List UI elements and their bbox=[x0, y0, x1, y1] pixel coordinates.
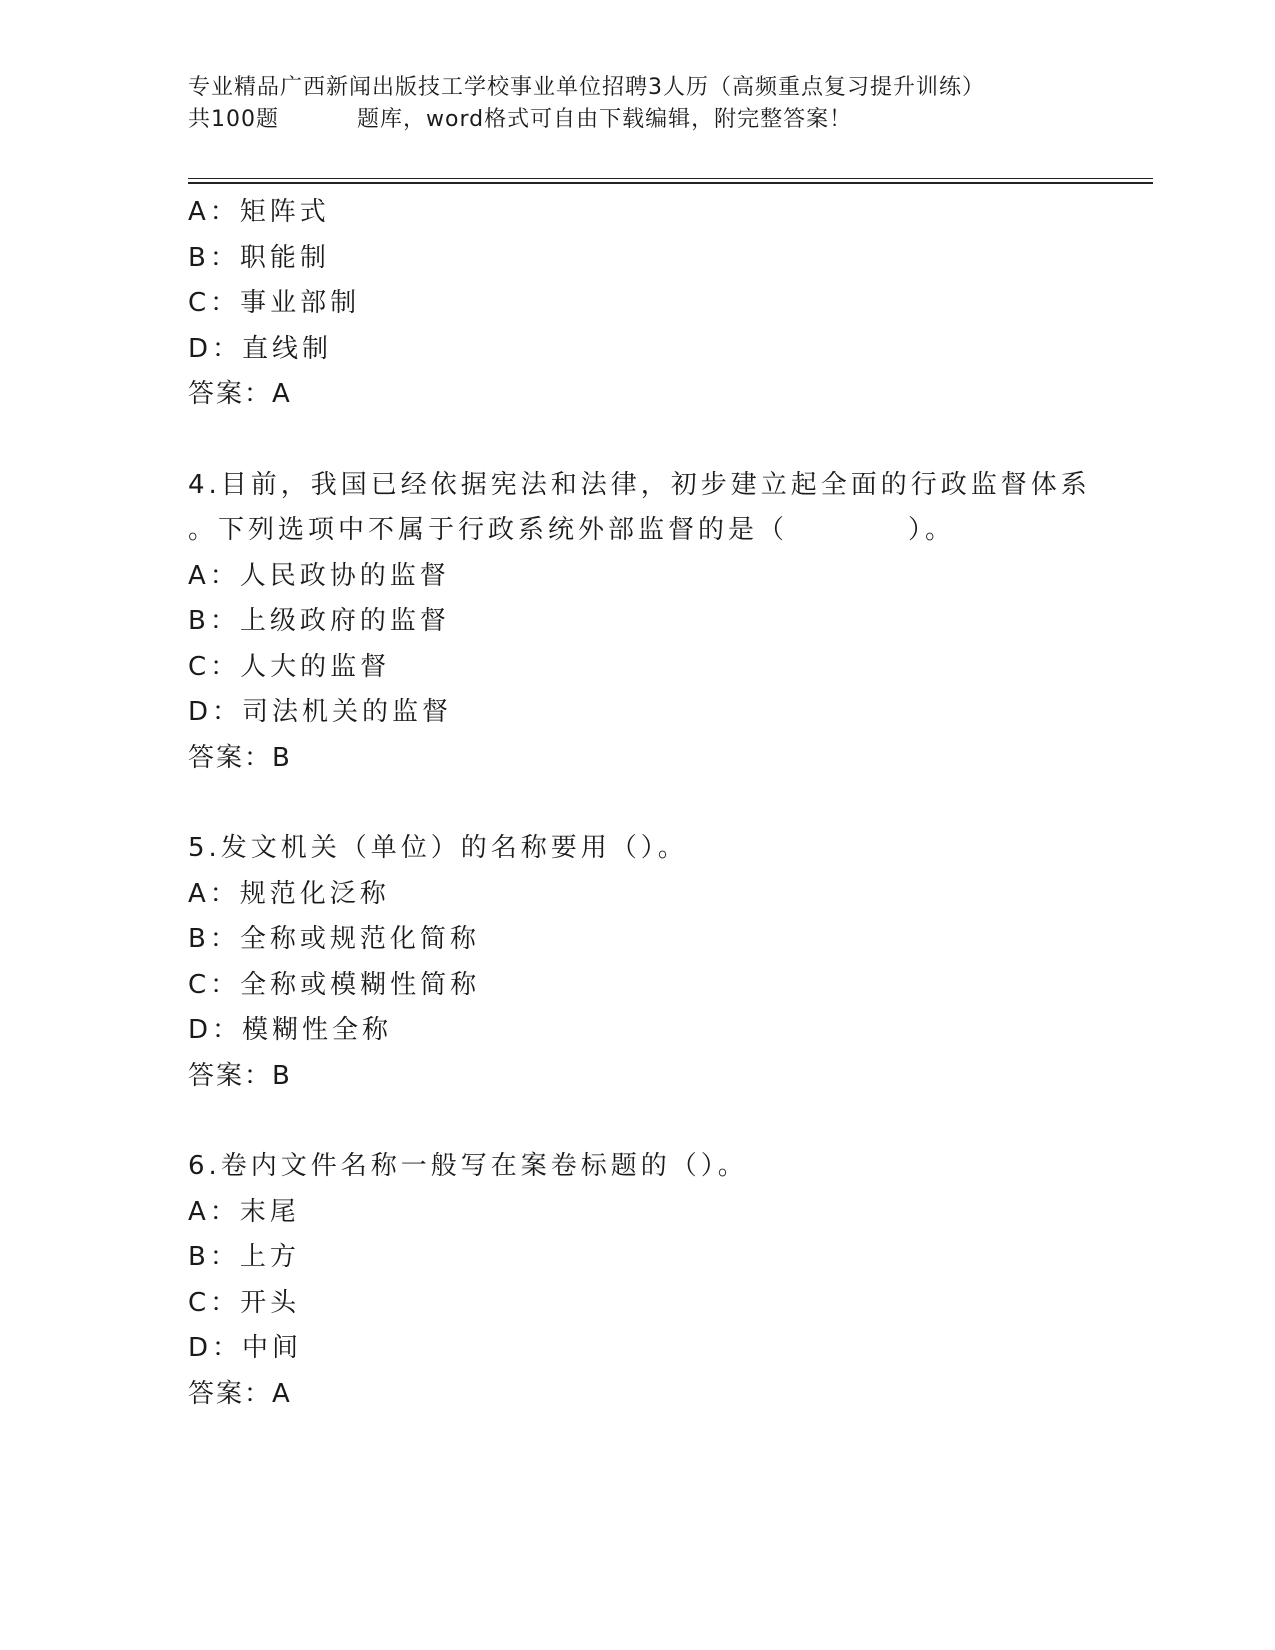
option-a: A：规范化泛称 bbox=[188, 878, 390, 909]
question-6 bbox=[188, 1144, 1153, 1417]
question-stem-continued: 。下列选项中不属于行政系统外部监督的是（ ）。 bbox=[188, 515, 956, 545]
question-stem: 6.卷内文件名称一般写在案卷标题的（）。 bbox=[188, 1151, 748, 1181]
answer: 答案：B bbox=[188, 742, 292, 773]
answer: 答案：A bbox=[188, 379, 292, 409]
answer: 答案：A bbox=[188, 1378, 292, 1409]
header-description: 题库，word格式可自由下载编辑，附完整答案！ bbox=[357, 107, 853, 132]
option-b: B：全称或规范化简称 bbox=[188, 924, 480, 954]
question-5 bbox=[188, 826, 1153, 1099]
option-d: D：中间 bbox=[188, 1333, 303, 1363]
option-b: B：上级政府的监督 bbox=[188, 606, 450, 636]
option-b: B：职能制 bbox=[188, 242, 330, 273]
header-question-count: 共100题 bbox=[188, 107, 279, 132]
option-c: C：人大的监督 bbox=[188, 651, 391, 682]
question-list bbox=[188, 190, 1153, 1417]
header-divider-thin bbox=[188, 178, 1153, 179]
option-a: A：末尾 bbox=[188, 1196, 300, 1227]
option-b: B：上方 bbox=[188, 1242, 300, 1272]
option-d: D：司法机关的监督 bbox=[188, 697, 453, 727]
option-c: C：事业部制 bbox=[188, 288, 361, 318]
header-title-line2 bbox=[188, 104, 1118, 136]
option-d: D：直线制 bbox=[188, 333, 333, 364]
question-stem: 5.发文机关（单位）的名称要用（）。 bbox=[188, 833, 688, 863]
option-c: C：开头 bbox=[188, 1287, 301, 1318]
question-4 bbox=[188, 463, 1153, 782]
option-a: A：人民政协的监督 bbox=[188, 560, 450, 591]
header-divider-thick bbox=[188, 182, 1153, 184]
option-d: D：模糊性全称 bbox=[188, 1015, 393, 1045]
document-header bbox=[188, 72, 1118, 136]
question-3 bbox=[188, 190, 1153, 418]
header-title-line1: 专业精品广西新闻出版技工学校事业单位招聘3人历（高频重点复习提升训练） bbox=[188, 75, 985, 100]
option-a: A：矩阵式 bbox=[188, 197, 330, 227]
question-stem: 4.目前，我国已经依据宪法和法律，初步建立起全面的行政监督体系 bbox=[188, 469, 1091, 500]
option-c: C：全称或模糊性简称 bbox=[188, 969, 481, 1000]
answer: 答案：B bbox=[188, 1060, 292, 1091]
